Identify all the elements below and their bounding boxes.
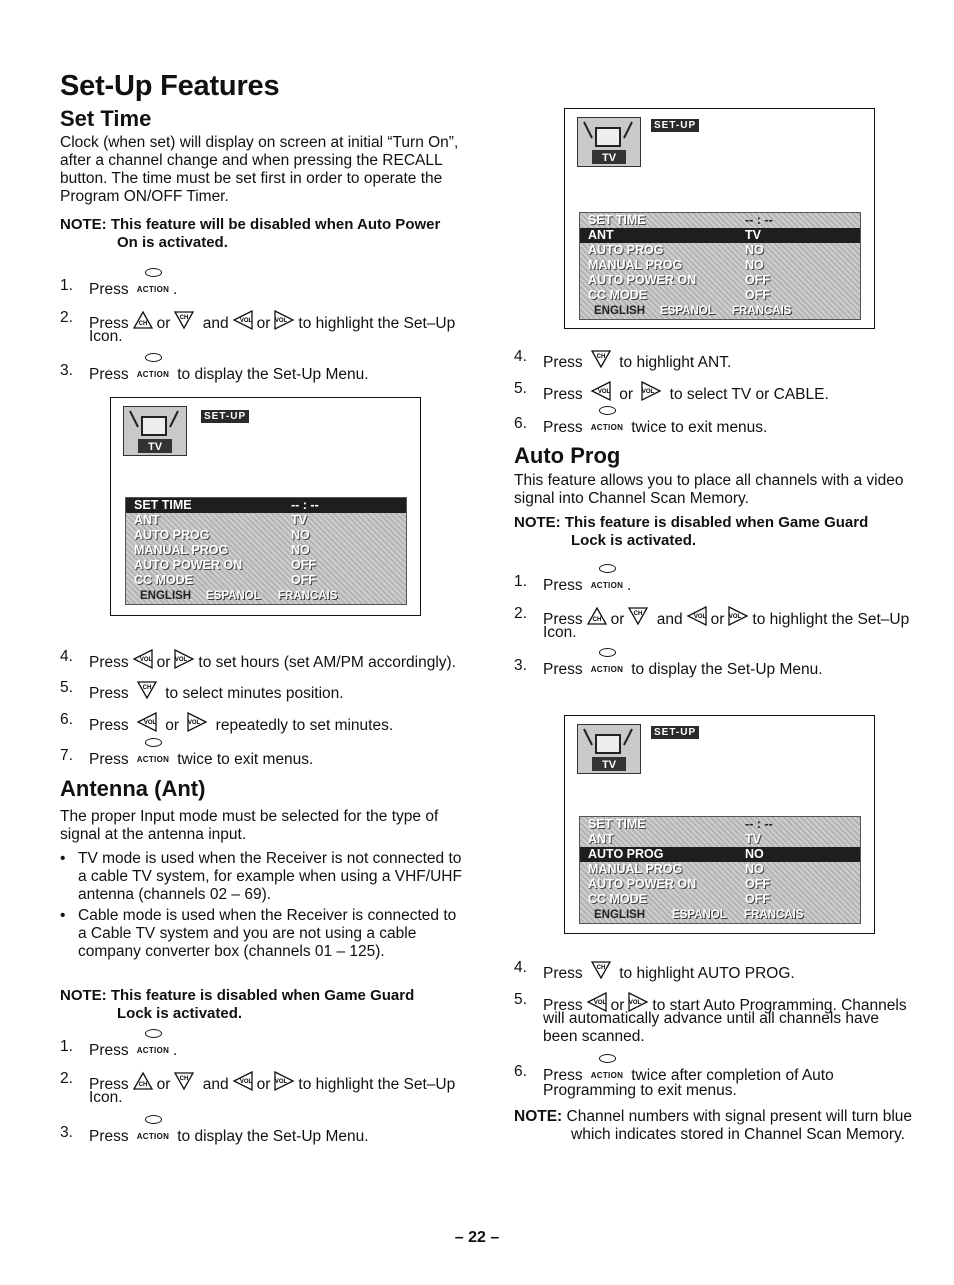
volume-right-icon <box>172 648 196 670</box>
action-button-icon: ACTION <box>135 362 171 382</box>
auto-prog-heading: Auto Prog <box>514 443 621 468</box>
setup-tag: SET-UP <box>651 726 699 739</box>
menu-row-ant: ANT TV <box>134 513 307 527</box>
volume-left-icon <box>135 711 159 733</box>
svg-text:TV: TV <box>147 441 163 453</box>
svg-text:TV: TV <box>601 759 617 771</box>
tv-setup-icon <box>124 407 186 455</box>
action-button-icon: ACTION <box>589 657 625 677</box>
menu-row-auto-prog: AUTO PROG NO <box>134 528 310 542</box>
menu-row-auto-power-on: AUTO POWER ON OFF <box>134 558 316 572</box>
channel-down-icon <box>589 348 613 370</box>
menu-row-manual-prog: MANUAL PROG NO <box>134 543 310 557</box>
volume-right-icon <box>726 605 750 627</box>
set-time-intro: Clock (when set) will display on screen at initial “Turn On”, after a channel change and when pressing the RECALL button. The time must be set first in order to operate the Program ON/OFF Timer. <box>60 134 459 205</box>
channel-down-icon <box>172 309 196 331</box>
volume-right-icon <box>272 1070 296 1092</box>
menu-row-manual-prog: MANUAL PROG NO <box>588 258 764 272</box>
auto-prog-menu-screenshot <box>564 715 875 934</box>
volume-left-icon <box>231 1070 255 1092</box>
tv-setup-icon <box>578 725 640 773</box>
auto-prog-intro: This feature allows you to place all channels with a video signal into Channel Scan Memory. <box>514 472 904 507</box>
channel-down-icon <box>589 959 613 981</box>
action-button-icon: ACTION <box>589 1063 625 1083</box>
antenna-heading: Antenna (Ant) <box>60 776 206 801</box>
channel-up-icon <box>585 605 609 627</box>
setup-menu-screenshot <box>110 397 421 616</box>
channel-up-icon <box>131 1070 155 1092</box>
auto-prog-note: NOTE: This feature is disabled when Game Guard Lock is activated. <box>514 514 869 549</box>
antenna-note: NOTE: This feature is disabled when Game Guard Lock is activated. <box>60 987 415 1022</box>
menu-row-cc-mode: CC MODE OFF <box>588 892 770 906</box>
volume-left-icon <box>231 309 255 331</box>
setup-tag: SET-UP <box>651 119 699 132</box>
channel-down-icon <box>135 679 159 701</box>
page-title: Set-Up Features <box>60 70 280 102</box>
menu-row-ant: ANT TV <box>580 228 860 243</box>
setup-icon <box>577 117 641 167</box>
menu-row-cc-mode: CC MODE OFF <box>134 573 316 587</box>
menu-row-language: ENGLISH ESPANOL FRANCAIS <box>594 909 804 921</box>
setup-icon <box>577 724 641 774</box>
action-button-icon: ACTION <box>589 415 625 435</box>
menu-row-auto-prog: AUTO PROG NO <box>588 243 764 257</box>
action-button-icon: ACTION <box>135 1124 171 1144</box>
set-time-note: NOTE: This feature will be disabled when Auto Power On is activated. <box>60 216 441 251</box>
setup-menu-list <box>125 497 407 605</box>
auto-prog-final-note: NOTE: Channel numbers with signal present will turn blue which indicates stored in Channel Scan Memory. <box>514 1108 913 1143</box>
action-button-icon: ACTION <box>135 747 171 767</box>
menu-row-language: ENGLISH ESPANOL FRANCAIS <box>140 590 338 602</box>
volume-right-icon <box>185 711 209 733</box>
menu-row-set-time: SET TIME -- : -- <box>588 817 773 831</box>
volume-left-icon <box>131 648 155 670</box>
menu-row-manual-prog: MANUAL PROG NO <box>588 862 764 876</box>
setup-tag: SET-UP <box>201 410 249 423</box>
menu-row-set-time: SET TIME -- : -- <box>588 213 773 227</box>
volume-left-icon <box>685 605 709 627</box>
antenna-menu-screenshot <box>564 108 875 329</box>
menu-row-cc-mode: CC MODE OFF <box>588 288 770 302</box>
set-time-heading: Set Time <box>60 106 152 131</box>
setup-menu-list <box>579 816 861 924</box>
setup-menu-list <box>579 212 861 320</box>
page-number: – 22 – <box>454 1229 500 1246</box>
menu-row-auto-prog: AUTO PROG NO <box>580 847 860 862</box>
volume-left-icon <box>589 380 613 402</box>
volume-right-icon <box>639 380 663 402</box>
menu-row-auto-power-on: AUTO POWER ON OFF <box>588 877 770 891</box>
action-button-icon: ACTION <box>135 277 171 297</box>
channel-down-icon <box>626 605 650 627</box>
menu-row-auto-power-on: AUTO POWER ON OFF <box>588 273 770 287</box>
svg-text:TV: TV <box>601 152 617 164</box>
antenna-intro: The proper Input mode must be selected for the type of signal at the antenna input. <box>60 808 439 843</box>
setup-icon <box>123 406 187 456</box>
channel-down-icon <box>172 1070 196 1092</box>
tv-setup-icon <box>578 118 640 166</box>
menu-row-ant: ANT TV <box>588 832 761 846</box>
menu-row-set-time: SET TIME -- : -- <box>126 498 406 513</box>
menu-row-language: ENGLISH ESPANOL FRANCAIS <box>594 305 792 317</box>
channel-up-icon <box>131 309 155 331</box>
volume-right-icon <box>272 309 296 331</box>
action-button-icon: ACTION <box>135 1038 171 1058</box>
action-button-icon: ACTION <box>589 573 625 593</box>
